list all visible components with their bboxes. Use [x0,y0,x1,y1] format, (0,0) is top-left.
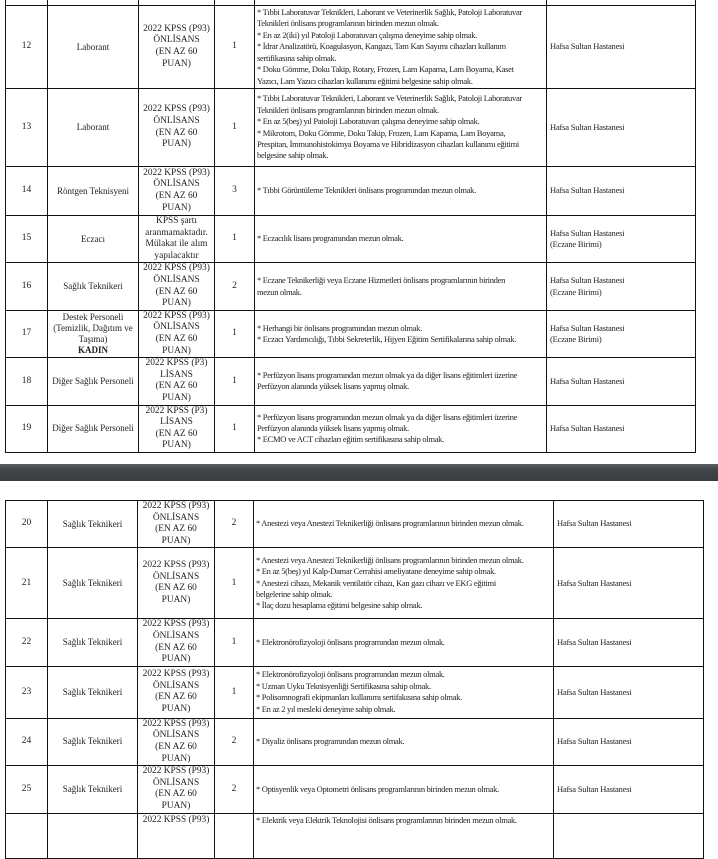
qualifications-cell [255,405,547,452]
position-title-cell [48,6,139,89]
text-line: (EN AZ 60 PUAN) [155,642,197,665]
table-page-1 [5,0,696,453]
text-line: * En az 5(beş) yıl Kalp-Damar Cerrahisi ameliyatane deneyime sahip olmak. [256,566,496,577]
position-count-cell [215,167,255,216]
workplace-cell [554,548,704,619]
qualifications-cell [254,501,554,548]
text-line: Taşıma) [78,333,108,344]
position-title-cell [48,766,138,813]
text-line: (EN AZ 60 PUAN) [155,381,198,403]
workplace-cell [547,89,696,167]
workplace-cell [547,263,696,310]
text-line: Sağlık Teknikeri [62,686,123,697]
text-line: * Perfüzyon lisans programından mezun olmak ya da diğer lisans eğitimleri üzerine [257,411,518,422]
row-number-cell [6,718,48,765]
row-number-cell [6,89,48,167]
position-count-cell [215,216,255,263]
text-line: * En az 5(beş) yıl Patoloji Laboratuvarı çalışma deneyime sahip olmak. [257,116,480,127]
qualifications-cell [255,6,547,89]
position-count-cell [215,89,255,167]
row-number: 15 [21,233,32,244]
position-count-cell [215,766,254,813]
text-line: * En az 2 yıl mesleki deneyime sahip olmak. [256,703,396,714]
text-line: Hafsa Sultan Hastanesi [550,322,625,333]
text-line: ÖNLİSANS [153,322,200,333]
text-line: * Eczacı Yardımcılığı, Tıbbi Sekreterlik, Hijyen Eğitim Sertifikalarına sahip olmak. [257,333,517,344]
row-number-cell [6,310,48,357]
qualifications-cell [254,766,554,813]
position-count: 1 [232,41,237,52]
table-row-partial [6,813,704,858]
position-title-cell [48,501,138,548]
exam-requirement-cell [138,813,215,858]
workplace-cell [547,358,696,405]
table-row [6,619,704,666]
position-count-cell [215,718,254,765]
text-line: 2022 KPSS (P93) [142,814,210,825]
exam-requirement-cell [139,89,215,167]
position-count-cell [215,666,254,718]
table-row [6,216,696,263]
position-count-cell [215,619,254,666]
text-line: Teknikleri önlisans programlarının birinden mezun olmak. [257,104,439,115]
workplace-cell [547,405,696,452]
position-title-cell [48,89,139,167]
exam-requirement-cell [139,310,215,357]
position-title-cell [48,263,139,310]
exam-requirement-cell [139,167,215,216]
row-number: 16 [21,280,32,291]
text-line: * Tıbbi Görüntüleme Teknikleri önlisans programından mezun olmak. [257,185,476,196]
text-line: Hafsa Sultan Hastanesi [557,783,632,794]
position-count: 2 [231,518,237,529]
table-row [6,666,704,718]
text-line: * Anestezi veya Anestezi Teknikerliği önlisans programlarının birinden mezun olmak. [256,554,524,565]
text-line: 2022 KPSS (P93) [143,104,210,115]
position-title-cell [48,216,139,263]
position-count: 1 [232,375,237,386]
text-line: Sağlık Teknikeri [62,736,123,747]
position-count-cell [215,263,255,310]
text-line: (EN AZ 60 PUAN) [155,428,198,451]
workplace-cell [547,216,696,263]
position-title-cell [48,666,138,718]
text-line: * Elektrik veya Elektrik Teknolojisi önlisans programlarının birinden mezun olmak. [256,814,517,825]
text-line: aranmamaktadır. [145,227,208,238]
text-line: * Herhangi bir önlisans programından mezun olmak. [257,322,422,333]
text-line: LİSANS [160,417,193,428]
row-number: 18 [21,375,32,386]
text-line: (EN AZ 60 PUAN) [155,583,197,605]
row-number: 22 [21,636,32,647]
position-count-cell [215,501,254,548]
text-line: Hafsa Sultan Hastanesi [550,375,625,386]
text-line: (Eczane Birimi) [550,286,602,297]
workplace-cell [554,666,704,718]
text-line: (EN AZ 60 PUAN) [155,47,198,69]
row-number: 21 [21,577,32,588]
text-line: Hafsa Sultan Hastanesi [550,185,625,196]
text-line: Diğer Sağlık Personeli [52,375,134,386]
text-line: Hafsa Sultan Hastanesi [557,577,632,588]
positions-table [5,500,704,859]
row-number-cell [6,263,48,310]
text-line: (EN AZ 60 PUAN) [155,789,197,811]
text-line: Hafsa Sultan Hastanesi [557,736,632,747]
text-line: * Perfüzyon lisans programından mezun olmak ya da diğer lisans eğitimleri üzerine [257,369,518,380]
table-row [6,263,696,310]
position-count: 2 [231,783,237,794]
text-line: (EN AZ 60 PUAN) [155,741,197,764]
row-number-cell [6,358,48,405]
text-line: * Elektronörofizyoloji önlisans programından mezun olmak. [256,669,445,680]
table-row [6,548,704,619]
qualifications-cell [255,263,547,310]
text-line: (EN AZ 60 PUAN) [155,524,197,546]
text-line: ÖNLİSANS [153,274,200,285]
text-line: Teknikleri önlisans programlarının birinden mezun olmak. [257,18,439,29]
text-line: Röntgen Teknisyeni [57,185,129,196]
text-line: (Temizlik, Dağıtım ve [53,322,133,333]
text-line: * Anestezi veya Anestezi Teknikerliği önlisans programlarının birinden mezun olmak. [256,518,524,529]
text-line: belgelerine sahip olmak. [256,589,333,600]
text-line: Perfüzyon alanında yüksek lisans yapmış olmak. [257,422,409,433]
table-row [6,89,696,167]
text-line: Prespitan, İmmunohistokimya Boyama ve Hibridizasyon cihazları kullanımı eğitimi [257,138,519,149]
exam-requirement-cell [139,358,215,405]
table-row [6,718,704,765]
text-line: * Anestezi cihazı, Mekanik ventilatör cihazı, Kan gazı cihazı ve EKG eğitimi [256,577,496,588]
qualifications-cell [254,548,554,619]
row-number-cell [6,813,48,858]
text-line: ÖNLİSANS [153,115,200,126]
text-line: Hafsa Sultan Hastanesi [550,121,625,132]
position-count-cell [215,6,255,89]
row-number: 17 [21,328,32,339]
text-line: * ECMO ve ACT cihazları eğitim sertifikasına sahip olmak. [257,434,444,445]
text-line: * Diyaliz önlisans programından mezun olmak. [256,736,405,747]
exam-requirement-cell [138,548,215,619]
text-line: Hafsa Sultan Hastanesi [557,636,632,647]
position-count-cell [215,405,255,452]
position-title-cell [48,718,138,765]
text-line: Sağlık Teknikeri [62,518,123,529]
exam-requirement-cell [139,263,215,310]
text-line: 2022 KPSS (P93) [143,263,210,274]
text-line: * En az 2(iki) yıl Patoloji Laboratuvarı çalışma deneyime sahip olmak. [257,29,478,40]
text-line: 2022 KPSS (P3) [145,358,208,369]
table-row [6,310,696,357]
qualifications-cell [255,167,547,216]
text-line: (Eczane Birimi) [550,333,602,344]
position-count: 2 [232,280,237,291]
row-number-cell [6,501,48,548]
row-number: 24 [21,736,32,747]
text-line: Laborant [76,41,110,52]
text-line: Hafsa Sultan Hastanesi [550,422,625,433]
row-number-cell [6,216,48,263]
exam-requirement-cell [138,718,215,765]
exam-requirement-cell [139,6,215,89]
row-number-cell [6,766,48,813]
text-line: * Doku Gömme, Doku Takip, Rotary, Frozen, Lam Kapama, Lam Boyama, Kaset [257,64,514,75]
table-row [6,405,696,452]
position-count: 1 [232,422,237,433]
row-number-cell [6,405,48,452]
text-line: 2022 KPSS (P93) [143,310,210,321]
exam-requirement-cell [138,619,215,666]
workplace-cell [547,310,696,357]
gender-requirement: KADIN [77,344,108,355]
row-number-cell [6,548,48,619]
page-separator [0,464,718,481]
position-count: 2 [231,736,237,747]
text-line: 2022 KPSS (P3) [145,405,208,416]
text-line: ÖNLİSANS [152,680,200,691]
qualifications-cell [255,216,547,263]
position-count: 1 [231,636,237,647]
qualifications-cell [254,619,554,666]
exam-requirement-cell [138,501,215,548]
workplace-cell [554,619,704,666]
position-count: 1 [231,686,237,697]
position-count: 1 [232,121,237,132]
text-line: * Eczacılık lisans programından mezun olmak. [257,233,404,244]
text-line: * Elektronörofizyoloji önlisans programından mezun olmak. [256,636,445,647]
workplace-cell [554,813,704,858]
text-line: ÖNLİSANS [152,630,200,641]
position-count: 1 [232,233,237,244]
text-line: Hafsa Sultan Hastanesi [550,275,625,286]
text-line: Hafsa Sultan Hastanesi [557,686,632,697]
position-count: 1 [231,577,237,588]
row-number: 23 [21,686,32,697]
text-line: Diğer Sağlık Personeli [52,423,134,434]
text-line: Sağlık Teknikeri [62,577,123,588]
table-row [6,6,696,89]
text-line: yapılacaktır [154,250,199,261]
text-line: (EN AZ 60 PUAN) [155,692,197,714]
text-line: Mülakat ile alım [145,239,208,250]
exam-requirement-cell [139,216,215,263]
text-line: * Eczane Teknikerliği veya Eczane Hizmetleri önlisans programlarının birinden [257,275,506,286]
table-row [6,358,696,405]
workplace-cell [554,501,704,548]
position-title-cell [48,548,138,619]
text-line: Hafsa Sultan Hastanesi [557,518,632,529]
text-line: 2022 KPSS (P93) [142,718,210,729]
text-line: 2022 KPSS (P93) [142,560,210,571]
position-title-cell [48,405,139,452]
table-page-2 [5,500,704,859]
text-line: ÖNLİSANS [152,512,200,523]
position-title-cell [48,619,138,666]
text-line: * Uzman Uyku Teknisyenliği Sertifikasına sahip olmak. [256,680,431,691]
text-line: ÖNLİSANS [152,730,200,741]
text-line: Sağlık Teknikeri [62,783,123,794]
position-count-cell [215,358,255,405]
row-number-cell [6,6,48,89]
position-title-cell [48,358,139,405]
text-line: Hafsa Sultan Hastanesi [550,41,625,52]
workplace-cell [554,766,704,813]
workplace-cell [547,167,696,216]
row-number: 20 [21,518,32,529]
position-title-cell [48,310,139,357]
row-number: 14 [21,185,32,196]
text-line: * Polisomnografi ekipmanları kullanımı sertifakısına sahip olmak. [256,692,462,703]
text-line: 2022 KPSS (P93) [142,619,210,630]
row-number: 25 [21,783,32,794]
qualifications-cell [255,89,547,167]
text-line: Hafsa Sultan Hastanesi [550,227,625,238]
row-number-cell [6,666,48,718]
workplace-cell [554,718,704,765]
qualifications-cell [254,718,554,765]
text-line: 2022 KPSS (P93) [142,669,210,680]
text-line: * Optisyenlik veya Optometri önlisans programlarının birinden mezun olmak. [256,783,499,794]
text-line: Sağlık Teknikeri [62,637,123,648]
workplace-cell [547,6,696,89]
text-line: 2022 KPSS (P93) [143,23,210,34]
text-line: sertifikasına sahip olmak. [257,52,337,63]
table-row [6,766,704,813]
row-number-cell [6,619,48,666]
text-line: Perfüzyon alanında yüksek lisans yapmış olmak. [257,381,409,392]
text-line: (EN AZ 60 PUAN) [155,127,198,150]
text-line: LİSANS [160,369,193,380]
position-title-cell [48,167,139,216]
text-line: Sağlık Teknikeri [63,281,123,292]
text-line: ÖNLİSANS [153,35,200,46]
text-line: 2022 KPSS (P93) [143,167,210,178]
qualifications-cell [255,310,547,357]
text-line: ÖNLİSANS [152,571,200,582]
position-title-cell [48,813,138,858]
text-line: (EN AZ 60 PUAN) [155,333,198,356]
qualifications-cell [254,813,554,858]
text-line: 2022 KPSS (P93) [142,501,210,511]
text-line: Laborant [76,122,110,132]
positions-table [5,0,696,453]
qualifications-cell [254,666,554,718]
text-line: (Eczane Birimi) [550,239,602,250]
text-line: KPSS şartı [156,216,197,226]
table-row [6,167,696,216]
position-count-cell [215,813,254,858]
position-count-cell [215,310,255,357]
text-line: ÖNLİSANS [152,777,200,788]
exam-requirement-cell [138,666,215,718]
text-line: * İlaç dozu hesaplama eğitimi belgesine sahip olmak. [256,600,423,611]
text-line: * Tıbbi Laboratuvar Teknikleri, Laborant ve Veterinerlik Sağlık, Patoloji Laboratuvar [257,7,522,18]
row-number: 19 [21,422,32,433]
exam-requirement-cell [138,766,215,813]
text-line: * Tıbbi Laboratuvar Teknikleri, Laborant ve Veterinerlik Sağlık, Patoloji Laboratuvar [257,93,522,104]
text-line: * İdrar Analizatörü, Koagulasyon, Kangazı, Tam Kan Sayımı cihazları kullanım [257,41,506,52]
text-line: 2022 KPSS (P93) [142,766,210,777]
text-line: belgesine sahip olmak. [257,150,329,161]
text-line: Yazıcı, Lam Yazıcı cihazları kullanımı eğitimi belgesine sahip olmak. [257,75,473,86]
qualifications-cell [255,358,547,405]
text-line: (EN AZ 60 PUAN) [155,286,198,309]
text-line: Eczacı [81,233,105,244]
text-line: * Mikrotom, Doku Gömme, Doku Takip, Frozen, Lam Kapama, Lam Boyama, [257,127,506,138]
position-count-cell [215,548,254,619]
position-count: 1 [232,328,237,339]
text-line: mezun olmak. [257,286,302,297]
text-line: (EN AZ 60 PUAN) [155,191,198,213]
position-count: 3 [232,185,237,196]
table-row [6,501,704,548]
text-line: ÖNLİSANS [153,179,200,190]
text-line: Destek Personeli [62,311,124,322]
exam-requirement-cell [139,405,215,452]
row-number: 13 [21,121,32,132]
row-number: 12 [21,41,32,52]
row-number-cell [6,167,48,216]
